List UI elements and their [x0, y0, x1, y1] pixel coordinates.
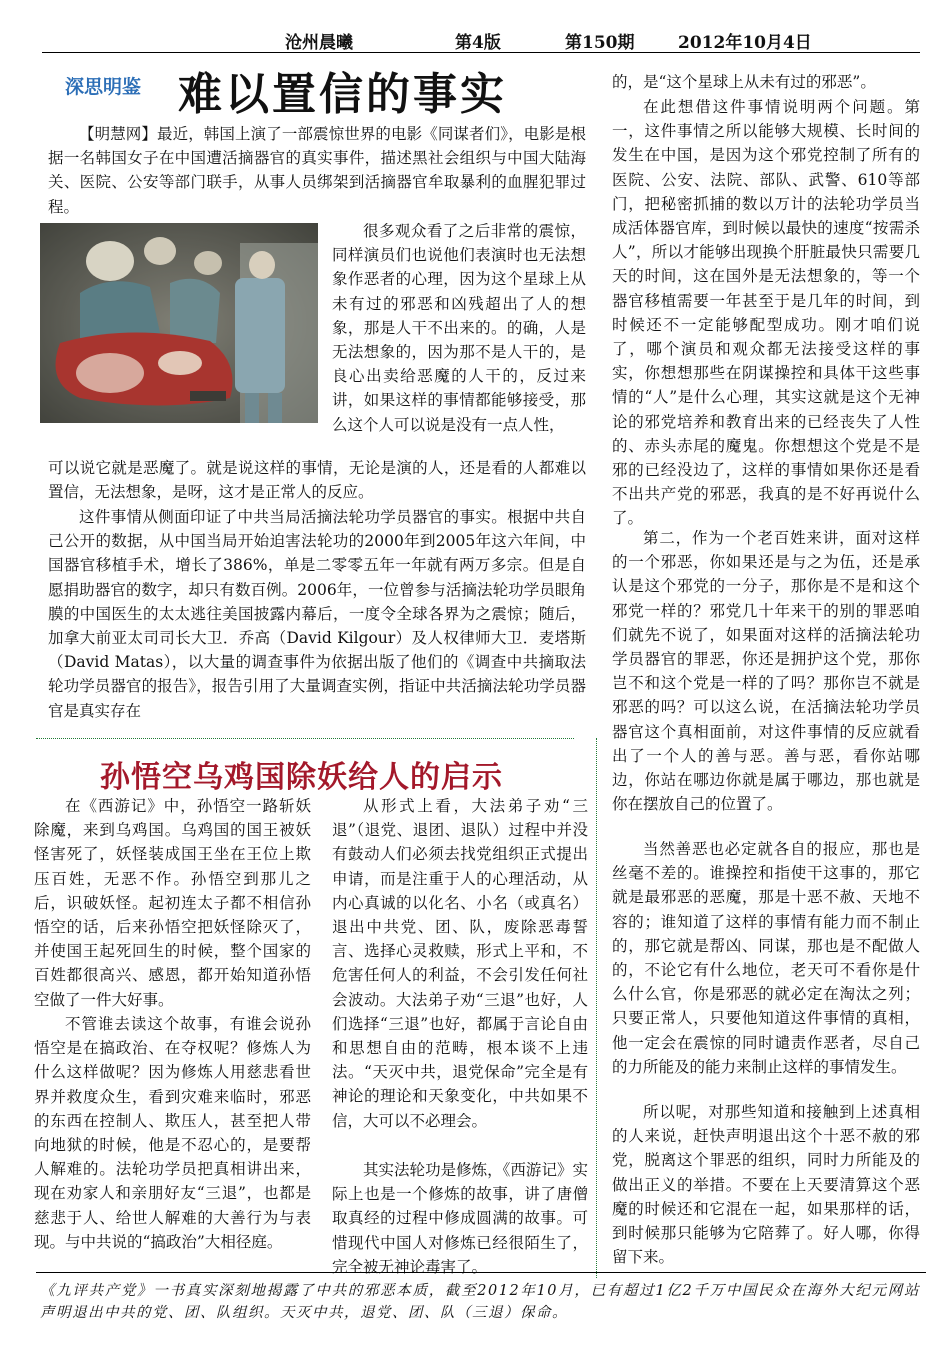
footer-notice: 《九评共产党》一书真实深刻地揭露了中共的邪恶本质，截至2012年10月，已有超过1亿2千万中国民众在海外大纪元网站声明退出中共的党、团、队组织。天灭中共，退党、团、队（三退）保命。	[40, 1283, 920, 1321]
article1-col3-para-1: 的，是“这个星球上从未有过的邪恶”。	[612, 73, 876, 91]
article2-col1-para-2: 不管谁去读这个故事，有谁会说孙悟空是在搞政治、在夺权呢？修炼人为什么这样做呢？因为修炼人用慈悲看世界并救度众生，看到灾难来临时，邪恶的东西在控制人、欺压人，甚至把人带向地狱的时候，他是不忍心的，是要帮人解难的。法轮功学员把真相讲出来，现在劝家人和亲朋好友“三退”，也都是慈悲于人、给世人解难的大善行为与表现。与中共说的“搞政治”大相径庭。	[34, 1015, 311, 1251]
issue-label: 第150期	[565, 33, 635, 53]
article1-col3-para-5: 所以呢，对那些知道和接触到上述真相的人来说，赶快声明退出这个十恶不赦的邪党，脱离这个罪恶的组织，同时力所能及的做出正义的举措。不要在上天要清算这个恶魔的时候还和它混在一起，如果那样的话，到时候那只能够为它陪葬了。好人哪，你得留下来。	[612, 1103, 920, 1267]
article-photo	[40, 223, 318, 423]
article2-title: 孙悟空乌鸡国除妖给人的启示	[100, 760, 503, 795]
article2-col2-para-2: 其实法轮功是修炼，《西游记》实际上也是一个修炼的故事，讲了唐僧取真经的过程中修成圆满的故事。可惜现代中国人对修炼已经很陌生了，完全被无神论毒害了。	[332, 1161, 588, 1276]
article1-paragraph-2: 很多观众看了之后非常的震惊，同样演员们也说他们表演时也无法想象作恶者的心理，因为这个星球上从未有过的邪恶和凶残超出了人的想象，那是人干不出来的。的确，人是无法想象的，因为那不是人干的，是良心出卖给恶魔的人干的，反过来讲，如果这样的事情都能够接受，那么这个人可以说是没有一点人性，	[332, 222, 586, 434]
section-label: 深思明鉴	[65, 76, 142, 98]
header-rule	[42, 52, 920, 53]
operating-scene-image	[40, 223, 318, 423]
footer-rule	[36, 1272, 926, 1273]
article1-paragraph-3: 这件事情从侧面印证了中共当局活摘法轮功学员器官的事实。根据中共自己公开的数据，从中国当局开始迫害法轮功的2000年到2005年这六年间，中国器官移植手术，增长了386%，单是二零零五年一年就有两万多宗。但是自愿捐助器官的数字，却只有数百例。2006年，一位曾参与活摘法轮功学员眼角膜的中国医生的太太逃往美国披露内幕后，一度令全球各界为之震惊；随后，加拿大前亚太司司长大卫．乔高（David Kilgour）及人权律师大卫．麦塔斯（David Matas），以大量的调查事件为依据出版了他们的《调查中共摘取法轮功学员器官的报告》，报告引用了大量调查实例，指证中共活摘法轮功学员器官是真实存在	[48, 508, 586, 720]
column-separator	[596, 738, 597, 1278]
article2-col1-para-1: 在《西游记》中，孙悟空一路斩妖除魔，来到乌鸡国。乌鸡国的国王被妖怪害死了，妖怪装成国王坐在王位上欺压百姓，无恶不作。孙悟空到那儿之后，识破妖怪。起初连太子都不相信孙悟空的话，后来孙悟空把妖怪除灭了，并使国王起死回生的时候，整个国家的百姓都很高兴、感恩，都开始知道孙悟空做了一件大好事。	[34, 797, 311, 1009]
edition-label: 第4版	[455, 33, 501, 53]
article1-paragraph-2-continued: 可以说它就是恶魔了。就是说这样的事情，无论是演的人，还是看的人都难以置信，无法想象，是呀，这才是正常人的反应。	[48, 459, 586, 502]
article2-col2-para-1: 从形式上看，大法弟子劝“三退”（退党、退团、退队）过程中并没有鼓动人们必须去找党组织正式提出申请，而是注重于人的心理活动，从内心真诚的以化名、小名（或真名）退出中共党、团、队，废除恶毒誓言、选择心灵救赎，形式上平和，不危害任何人的利益，不会引发任何社会波动。大法弟子劝“三退”也好，人们选择“三退”也好，都属于言论自由和思想自由的范畴，根本谈不上违法。“天灭中共，退党保命”完全是有神论的理论和天象变化，中共如果不信，大可以不必理会。	[332, 797, 588, 1130]
article1-col3-para-3: 第二，作为一个老百姓来讲，面对这样的一个邪恶，你如果还是与之为伍，还是承认是这个邪党的一分子，那你是不是和这个邪党一样的？邪党几十年来干的别的罪恶咱们就先不说了，如果面对这样的活摘法轮功学员器官的罪恶，你还是拥护这个党，那你岂不和这个党是一样的了吗？那你岂不就是邪恶的吗？可以这么说，在活摘法轮功学员器官这个真相面前，对这件事情的反应就看出了一个人的善与恶。善与恶，看你站哪边，你站在哪边你就是属于哪边，那也就是你在摆放自己的位置了。	[612, 529, 920, 814]
issue-date: 2012年10月4日	[678, 33, 812, 53]
article1-paragraph-1: 【明慧网】最近，韩国上演了一部震惊世界的电影《同谋者们》，电影是根据一名韩国女子在中国遭活摘器官的真实事件，描述黑社会组织与中国大陆海关、医院、公安等部门联手，从事人员绑架到活摘器官牟取暴利的血腥犯罪过程。	[48, 125, 586, 216]
article-title: 难以置信的事实	[178, 69, 507, 120]
paper-name: 沧州晨曦	[285, 33, 353, 53]
article-separator	[36, 738, 574, 739]
article1-col3-para-2: 在此想借这件事情说明两个问题。第一，这件事情之所以能够大规模、长时间的发生在中国，是因为这个邪党控制了所有的医院、公安、法院、部队、武警、610等部门，把秘密抓捕的数以万计的法轮功学员当成活体器官库，到时候以最快的速度“按需杀人”，所以才能够出现换个肝脏最快只需要几天的时间，这在国外是无法想象的，等一个器官移植需要一年甚至于是几年的时间，到时候还不一定能够配型成功。刚才咱们说了，哪个演员和观众都无法接受这样的事实，你想想那些在阴谋操控和具体干这些事情的“人”是什么心理，其实这就是这个无神论的邪党培养和教育出来的已经丧失了人性的、赤头赤尾的魔鬼。你想想这个党是不是邪的已经没边了，这样的事情如果你还是看不出共产党的邪恶，我真的是不好再说什么了。	[612, 98, 920, 528]
article1-col3-para-4: 当然善恶也必定就各自的报应，那也是丝毫不差的。谁操控和指使干这事的，那它就是最邪恶的恶魔，那是十恶不赦、天地不容的；谁知道了这样的事情有能力而不制止的，那它就是帮凶、同谋，那也是不配做人的，不论它有什么地位，老天可不看你是什么什么官，你是邪恶的就必定在淘汰之列；只要正常人，只要他知道这件事情的真相，他一定会在震惊的同时谴责作恶者，尽自己的力所能及的能力来制止这样的事情发生。	[612, 840, 920, 1076]
